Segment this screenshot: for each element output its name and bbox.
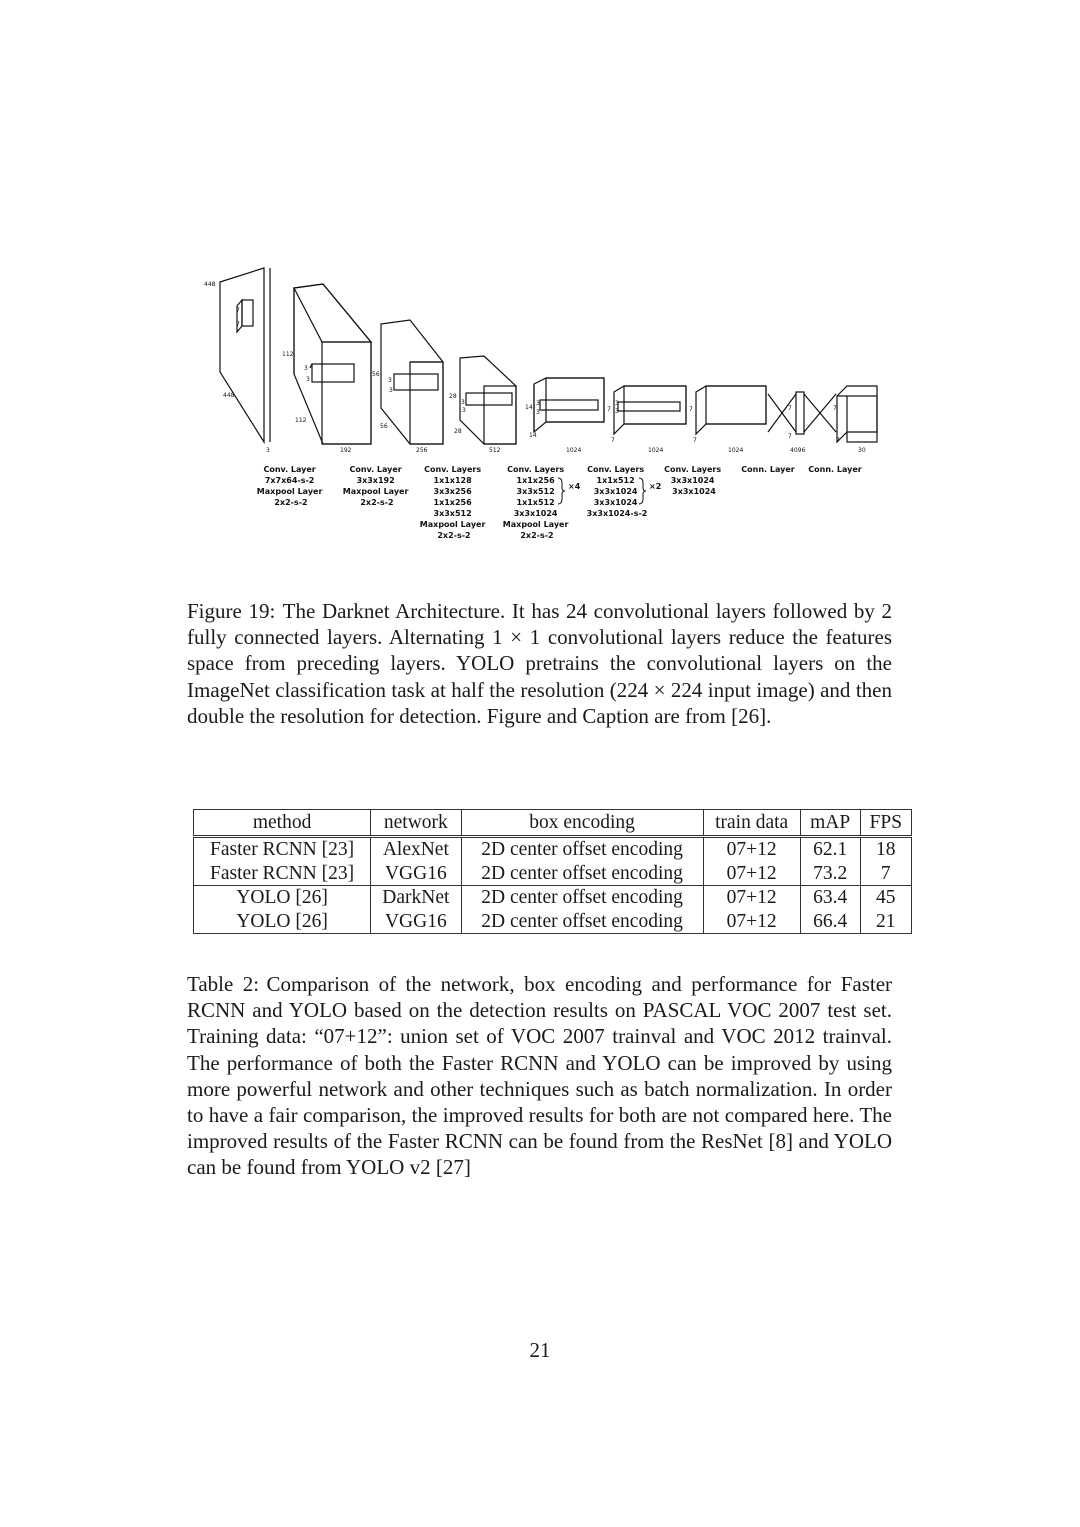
figure-caption-label: Figure 19: — [187, 599, 276, 623]
cell-method: Faster RCNN [23] — [194, 837, 371, 862]
header-train-data: train data — [703, 810, 800, 837]
architecture-diagram — [196, 262, 886, 552]
dim-label: 1024 — [648, 447, 664, 454]
cell-network: AlexNet — [371, 837, 461, 862]
dim-label: 30 — [858, 447, 866, 454]
dim-label: 56 — [372, 371, 380, 378]
cell-box-encoding: 2D center offset encoding — [461, 862, 703, 886]
cell-fps: 7 — [860, 862, 911, 886]
dim-label: 448 — [204, 281, 216, 288]
layer-label-2: Conv. Layer 3x3x192 Maxpool Layer 2x2-s-2 — [342, 465, 409, 507]
page-number: 21 — [529, 1338, 551, 1362]
dim-label: 7 — [611, 437, 615, 444]
dim-label: 192 — [340, 447, 352, 454]
dim-label: 3 — [615, 408, 619, 415]
output-block-30 — [837, 386, 877, 442]
darknet-architecture-figure — [196, 262, 886, 552]
table-row — [194, 862, 912, 886]
comparison-table — [193, 809, 912, 934]
cell-network: DarkNet — [371, 886, 461, 910]
layer-label-3: Conv. Layers 1x1x128 3x3x256 1x1x256 3x3x512 Maxpool Layer 2x2-s-2 — [419, 465, 486, 540]
cell-train-data: 07+12 — [703, 862, 800, 886]
layer-label-6: Conv. Layers 3x3x1024 3x3x1024 — [664, 465, 722, 496]
cell-box-encoding: 2D center offset encoding — [461, 910, 703, 934]
cell-train-data: 07+12 — [703, 886, 800, 910]
table-header-row — [194, 810, 912, 837]
dim-label: 112 — [295, 417, 307, 424]
dim-label: 448 — [223, 392, 235, 399]
dim-label: 3 — [306, 376, 310, 383]
layer-label-7: Conn. Layer — [741, 465, 795, 474]
dim-label: 256 — [416, 447, 428, 454]
conv-block-4 — [534, 378, 604, 432]
table-row — [194, 837, 912, 862]
dim-label: 28 — [449, 393, 457, 400]
conv-block-3 — [460, 356, 516, 444]
cell-method: YOLO [26] — [194, 886, 371, 910]
dim-label: 7 — [693, 437, 697, 444]
dim-label: 3 — [615, 400, 619, 407]
dim-label: 7 — [788, 433, 792, 440]
cell-box-encoding: 2D center offset encoding — [461, 837, 703, 862]
dim-label: 3 — [536, 400, 540, 407]
dim-label: 112 — [282, 351, 294, 358]
layer-label-1: Conv. Layer 7x7x64-s-2 Maxpool Layer 2x2-s-2 — [256, 465, 323, 507]
dim-label: 3 — [462, 407, 466, 414]
cell-box-encoding: 2D center offset encoding — [461, 886, 703, 910]
dim-label: 56 — [380, 423, 388, 430]
dim-label: 14 — [525, 404, 533, 411]
dim-label: 1024 — [728, 447, 744, 454]
figure-caption — [187, 598, 892, 729]
conv-block-6 — [696, 386, 766, 434]
dim-label: 3 — [461, 399, 465, 406]
header-map: mAP — [800, 810, 860, 837]
table-caption-text: Comparison of the network, box encoding and performance for Faster RCNN and YOLO based on the detection results on PASCAL VOC 2007 test set. Training data: “07+12”: union set of VOC 2007 trainval and VOC 2012 trainval. The performance of both the Faster RCNN and YOLO can be improved by using more powerful network and other techniques such as batch normalization. In order to have a fair comparison, the improved results for both are not compared here. The improved results of the Faster RCNN can be found from the ResNet [8] and YOLO can be found from YOLO v2 [27] — [187, 972, 893, 1180]
figure-caption-text: The Darknet Architecture. It has 24 convolutional layers followed by 2 fully connected layers. Alternating 1 × 1 convolutional layers reduce the features space from preceding layers. YOLO pretrains the convolutional layers on the ImageNet classification task at half the resolution (224 × 224 input image) and then double the resolution for detection. Figure and Caption are from [26]. — [187, 599, 892, 728]
dim-label: 3 — [304, 365, 308, 372]
header-method: method — [194, 810, 371, 837]
layer-label-4: Conv. Layers 1x1x256 3x3x512 1x1x512 3x3x1024 Maxpool Layer 2x2-s-2 — [502, 465, 569, 540]
cell-fps: 21 — [860, 910, 911, 934]
input-image-block — [220, 268, 270, 442]
table-row — [194, 910, 912, 934]
table-row — [194, 886, 912, 910]
multiplier-x2: ×2 — [649, 482, 662, 491]
dim-label: 7 — [236, 307, 240, 314]
table-caption — [187, 971, 892, 1181]
dim-label: 14 — [529, 432, 537, 439]
dim-label: 7 — [833, 405, 837, 412]
cell-network: VGG16 — [371, 862, 461, 886]
cell-method: Faster RCNN [23] — [194, 862, 371, 886]
cell-map: 66.4 — [800, 910, 860, 934]
header-fps: FPS — [860, 810, 911, 837]
cell-network: VGG16 — [371, 910, 461, 934]
multiplier-x4: ×4 — [568, 482, 581, 491]
conv-block-5 — [614, 386, 686, 434]
dim-label: 3 — [266, 447, 270, 454]
table-caption-label: Table 2: — [187, 972, 260, 996]
cell-fps: 45 — [860, 886, 911, 910]
cell-method: YOLO [26] — [194, 910, 371, 934]
dim-label: 7 — [689, 406, 693, 413]
layer-label-5: Conv. Layers 1x1x512 3x3x1024 3x3x1024 3x3x1024-s-2 — [586, 465, 648, 518]
dim-label: 7 — [236, 321, 240, 328]
cell-map: 73.2 — [800, 862, 860, 886]
fc-layer-4096 — [768, 392, 836, 434]
dim-label: 3 — [389, 387, 393, 394]
cell-map: 63.4 — [800, 886, 860, 910]
layer-label-8: Conn. Layer — [808, 465, 862, 474]
cell-fps: 18 — [860, 837, 911, 862]
header-box-encoding: box encoding — [461, 810, 703, 837]
dim-label: 4096 — [790, 447, 806, 454]
dim-label: 7 — [607, 406, 611, 413]
layer-labels — [257, 465, 862, 540]
dim-label: 7 — [788, 405, 792, 412]
dim-label: 7 — [836, 437, 840, 444]
dim-label: 28 — [454, 428, 462, 435]
dim-label: 1024 — [566, 447, 582, 454]
cell-train-data: 07+12 — [703, 837, 800, 862]
cell-map: 62.1 — [800, 837, 860, 862]
dim-label: 3 — [388, 377, 392, 384]
dim-label: 512 — [489, 447, 501, 454]
header-network: network — [371, 810, 461, 837]
cell-train-data: 07+12 — [703, 910, 800, 934]
dim-label: 3 — [536, 409, 540, 416]
